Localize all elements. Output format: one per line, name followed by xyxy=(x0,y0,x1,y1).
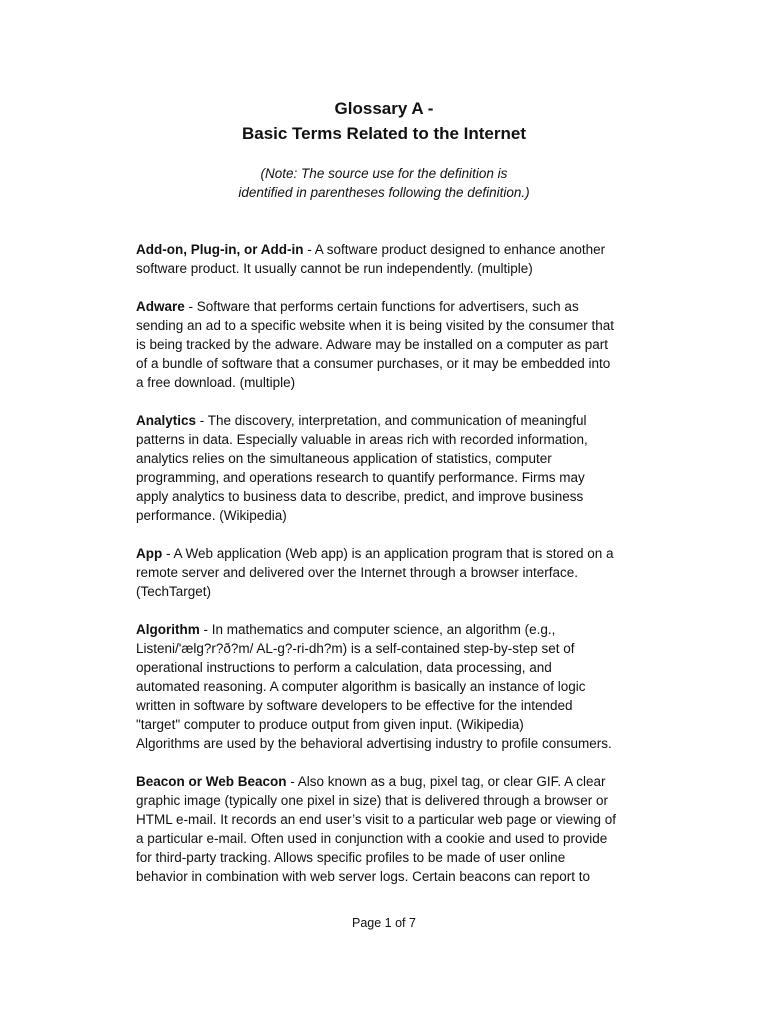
glossary-entry-beacon xyxy=(136,772,636,886)
entry-text-line: analytics relies on the simultaneous application of statistics, computer xyxy=(136,451,552,466)
entry-text-line: a free download. (multiple) xyxy=(136,375,296,390)
entry-text-line: - A Web application (Web app) is an application program that is stored on a xyxy=(162,546,614,561)
entry-text-line: software product. It usually cannot be run independently. (multiple) xyxy=(136,261,533,276)
entry-text-line: for third-party tracking. Allows specific profiles to be made of user online xyxy=(136,850,566,865)
entry-text-line: HTML e-mail. It records an end user’s visit to a particular web page or viewing of xyxy=(136,812,616,827)
glossary-entry-analytics xyxy=(136,411,636,525)
entry-text-line: operational instructions to perform a calculation, data processing, and xyxy=(136,660,552,675)
entry-text-line: patterns in data. Especially valuable in areas rich with recorded information, xyxy=(136,432,588,447)
entry-term: Add-on, Plug-in, or Add-in xyxy=(136,242,304,257)
source-note xyxy=(0,164,768,202)
entry-text-line: - In mathematics and computer science, an algorithm (e.g., xyxy=(199,622,556,637)
entry-term: App xyxy=(136,546,163,561)
glossary-entries xyxy=(136,240,636,905)
entry-text-line: "target" computer to produce output from given input. (Wikipedia) xyxy=(136,717,524,732)
entry-term: Analytics xyxy=(136,413,197,428)
entry-text-line: of a bundle of software that a consumer purchases, or it may be embedded into xyxy=(136,356,611,371)
entry-text-line: apply analytics to business data to describe, predict, and improve business xyxy=(136,489,584,504)
entry-term: Algorithm xyxy=(136,622,200,637)
glossary-entry-adware xyxy=(136,297,636,392)
entry-term: Beacon or Web Beacon xyxy=(136,774,287,789)
entry-text-line: is being tracked by the adware. Adware may be installed on a computer as part xyxy=(136,337,609,352)
note-line-2: identified in parentheses following the definition.) xyxy=(238,185,530,200)
glossary-entry-add-on xyxy=(136,240,636,278)
entry-text-line: sending an ad to a specific website when it is being visited by the consumer that xyxy=(136,318,615,333)
glossary-entry-app xyxy=(136,544,636,601)
document-title xyxy=(0,96,768,146)
entry-text-line: programming, and operations research to quantify performance. Firms may xyxy=(136,470,585,485)
title-line-1: Glossary A - xyxy=(334,99,434,118)
entry-text-line: - A software product designed to enhance another xyxy=(303,242,606,257)
entry-text-line: remote server and delivered over the Internet through a browser interface. xyxy=(136,565,578,580)
page-number: Page 1 of 7 xyxy=(352,916,416,930)
entry-text-line: Listeni/'ælg?r?ð?m/ AL-g?-ri-dh?m) is a self-contained step-by-step set of xyxy=(136,641,575,656)
entry-text-line: automated reasoning. A computer algorithm is basically an instance of logic xyxy=(136,679,586,694)
entry-text-line: a particular e-mail. Often used in conjunction with a cookie and used to provide xyxy=(136,831,608,846)
entry-text-line: Algorithms are used by the behavioral advertising industry to profile consumers. xyxy=(136,736,612,751)
note-line-1: (Note: The source use for the definition is xyxy=(260,166,508,181)
entry-text-line: written in software by software developers to be effective for the intended xyxy=(136,698,573,713)
entry-text-line: - Also known as a bug, pixel tag, or clear GIF. A clear xyxy=(286,774,606,789)
entry-text-line: - The discovery, interpretation, and communication of meaningful xyxy=(196,413,587,428)
title-line-2: Basic Terms Related to the Internet xyxy=(241,124,527,143)
entry-term: Adware xyxy=(136,299,185,314)
entry-text-line: performance. (Wikipedia) xyxy=(136,508,287,523)
entry-text-line: graphic image (typically one pixel in size) that is delivered through a browser or xyxy=(136,793,608,808)
entry-text-line: behavior in combination with web server logs. Certain beacons can report to xyxy=(136,869,590,884)
glossary-entry-algorithm xyxy=(136,620,636,753)
entry-text-line: (TechTarget) xyxy=(136,584,212,599)
entry-text-line: - Software that performs certain functions for advertisers, such as xyxy=(184,299,579,314)
